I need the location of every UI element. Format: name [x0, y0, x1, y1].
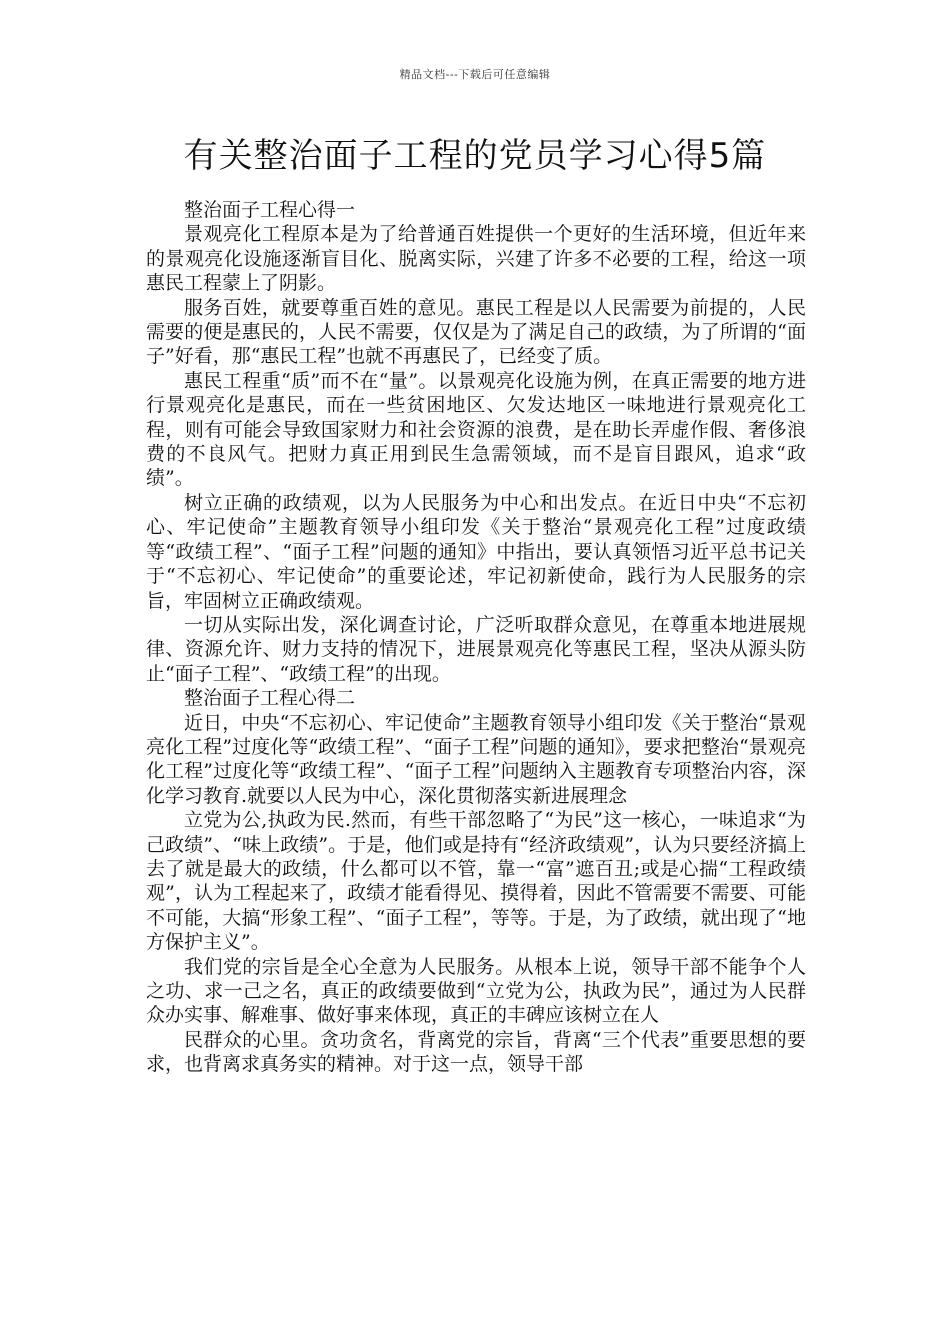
body-paragraph: 树立正确的政绩观，以为人民服务为中心和出发点。在近日中央“不忘初心、牢记使命”主题教育领导小组印发《关于整治“景观亮化工程”过度政绩等“政绩工程”、“面子工程”问题的通知》中指出，要认真领悟习近平总书记关于“不忘初心、牢记使命”的重要论述，牢记初新使命，践行为人民服务的宗旨，牢固树立正确政绩观。: [146, 491, 806, 612]
body-paragraph: 服务百姓，就要尊重百姓的意见。惠民工程是以人民需要为前提的，人民需要的便是惠民的，人民不需要，仅仅是为了满足自己的政绩，为了所谓的“面子”好看，那“惠民工程”也就不再惠民了，已经变了质。: [146, 296, 806, 368]
body-paragraph: 一切从实际出发，深化调查讨论，广泛听取群众意见，在尊重本地进展规律、资源允许、财力支持的情况下，进展景观亮化等惠民工程，坚决从源头防止“面子工程”、“政绩工程”的出现。: [146, 613, 806, 685]
body-paragraph: 惠民工程重“质”而不在“量”。以景观亮化设施为例，在真正需要的地方进行景观亮化是惠民，而在一些贫困地区、欠发达地区一味地进行景观亮化工程，则有可能会导致国家财力和社会资源的浪费，是在助长弄虚作假、奢侈浪费的不良风气。把财力真正用到民生急需领域，而不是盲目跟风，追求“政绩”。: [146, 369, 806, 490]
body-paragraph: 景观亮化工程原本是为了给普通百姓提供一个更好的生活环境，但近年来的景观亮化设施逐渐盲目化、脱离实际，兴建了许多不必要的工程，给这一项惠民工程蒙上了阴影。: [146, 223, 806, 295]
body-paragraph: 立党为公,执政为民.然而，有些干部忽略了“为民”这一核心，一味追求“为己政绩”、“味上政绩”。于是，他们或是持有“经济政绩观”，认为只要经济搞上去了就是最大的政绩，什么都可以不管，靠一“富”遮百丑;或是心揣“工程政绩观”，认为工程起来了，政绩才能看得见、摸得着，因此不管需要不需要、可能不可能，大搞“形象工程”、“面子工程”，等等。于是，为了政绩，就出现了“地方保护主义”。: [146, 809, 806, 954]
document-body: [146, 198, 806, 1077]
body-paragraph: 我们党的宗旨是全心全意为人民服务。从根本上说，领导干部不能争个人之功、求一己之名，真正的政绩要做到“立党为公，执政为民”，通过为人民群众办实事、解难事、做好事来体现，真正的丰碑应该树立在人: [146, 955, 806, 1027]
section-heading: 整治面子工程心得二: [184, 687, 356, 710]
page-header-note: 精品文档---下载后可任意编辑: [399, 68, 551, 81]
section-heading: 整治面子工程心得一: [184, 199, 356, 221]
document-title: 有关整治面子工程的党员学习心得5篇: [183, 136, 767, 176]
body-paragraph: 民群众的心里。贪功贪名，背离党的宗旨，背离“三个代表”重要思想的要求，也背离求真务实的精神。对于这一点，领导干部: [146, 1028, 806, 1076]
body-paragraph: 近日，中央“不忘初心、牢记使命”主题教育领导小组印发《关于整治“景观亮化工程”过度化等“政绩工程”、“面子工程”问题的通知》，要求把整治“景观亮化工程”过度化等“政绩工程”、“面子工程”问题纳入主题教育专项整治内容，深化学习教育.就要以人民为中心，深化贯彻落实新进展理念: [146, 711, 806, 807]
